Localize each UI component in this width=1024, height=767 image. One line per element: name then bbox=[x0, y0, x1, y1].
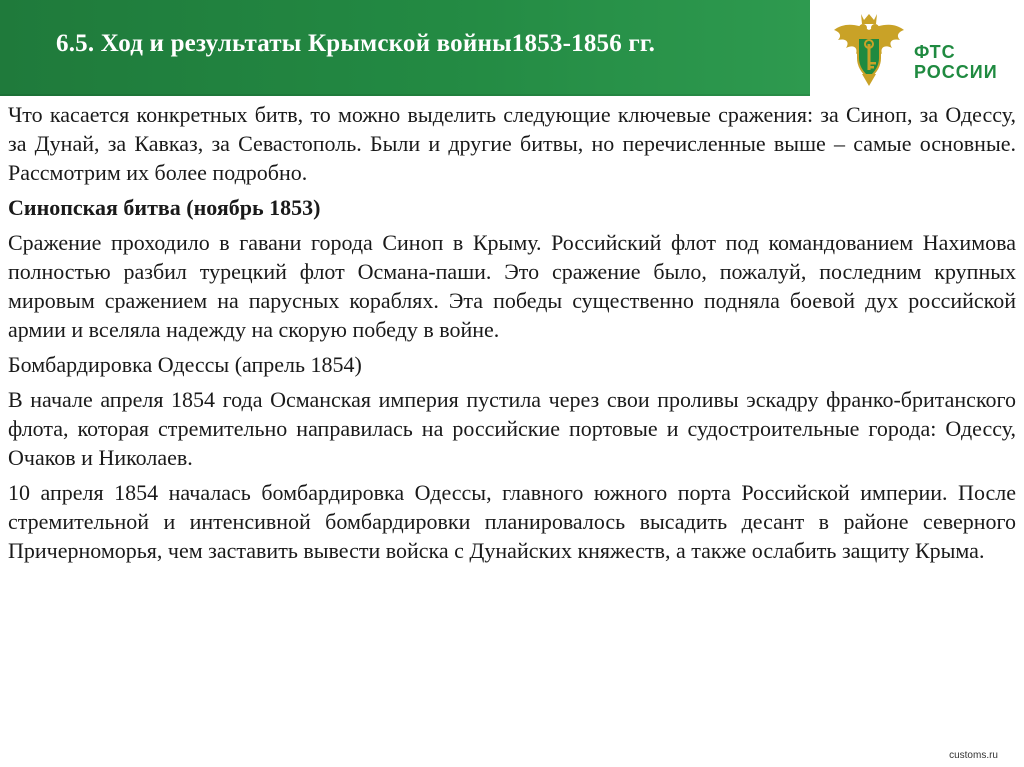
heading-odessa: Бомбардировка Одессы (апрель 1854) bbox=[8, 352, 362, 377]
logo-text-line1: ФТС bbox=[914, 42, 956, 62]
heading-sinop: Синопская битва (ноябрь 1853) bbox=[8, 195, 321, 220]
body-text bbox=[8, 100, 1016, 767]
logo-text bbox=[914, 42, 998, 82]
paragraph-sinop: Сражение проходило в гавани города Синоп в Крыму. Российский флот под командованием Нахимова полностью разбил турецкий флот Османа-паши. Это сражение было, пожалуй, последним крупных мировым сражением на парусных кораблях. Эта победы существенно подняла боевой дух российской армии и вселяла надежду на скорую победу в войне. bbox=[8, 230, 1016, 342]
slide-title: 6.5. Ход и результаты Крымской войны1853-1856 гг. bbox=[56, 30, 656, 57]
paragraph-intro: Что касается конкретных битв, то можно выделить следующие ключевые сражения: за Синоп, за Одессу, за Дунай, за Кавказ, за Севастополь. Были и другие битвы, но перечисленные выше – самые основные. Рассмотрим их более подробно. bbox=[8, 102, 1016, 185]
paragraph-odessa-2: 10 апреля 1854 началась бомбардировка Одессы, главного южного порта Российской империи. После стремительной и интенсивной бомбардировки планировалось высадить десант в районе северного Причерноморья, чем заставить вывести войска с Дунайских княжеств, а также ослабить защиту Крыма. bbox=[8, 480, 1016, 563]
logo bbox=[810, 0, 1024, 96]
eagle-emblem-icon bbox=[828, 8, 910, 90]
logo-text-line2: РОССИИ bbox=[914, 62, 998, 82]
paragraph-odessa-1: В начале апреля 1854 года Османская империя пустила через свои проливы эскадру франко-британского флота, которая стремительно направилась на российские портовые и судостроительные города: Одессу, Очаков и Николаев. bbox=[8, 387, 1016, 470]
header-bar bbox=[0, 0, 810, 96]
footer-url: customs.ru bbox=[949, 750, 998, 761]
